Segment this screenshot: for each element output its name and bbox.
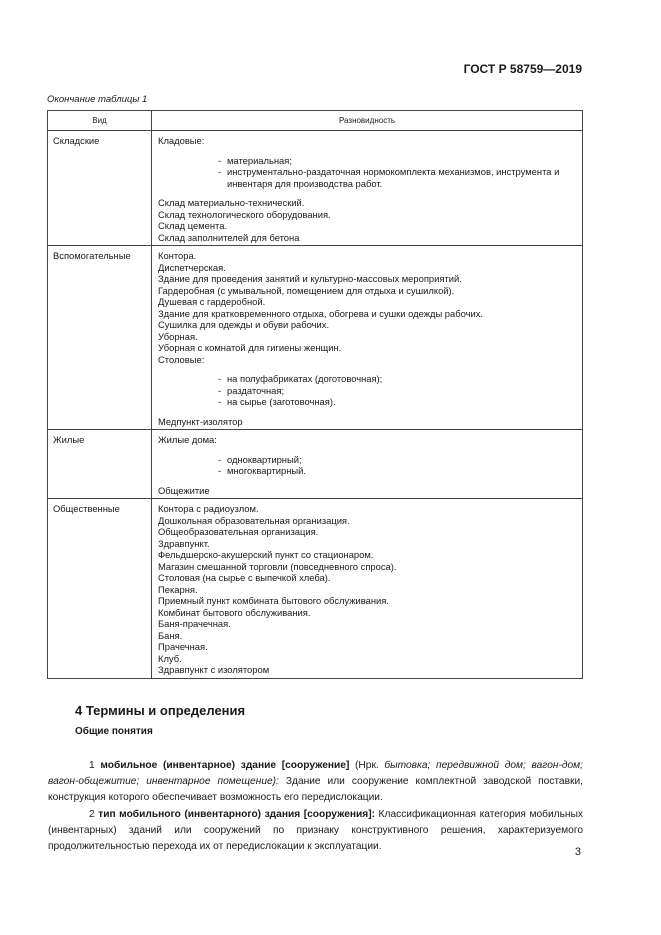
variety-line: Магазин смешанной торговли (повседневного спроса). xyxy=(158,560,397,572)
variety-line: Склад технологического оборудования. xyxy=(158,208,331,220)
variety-sublist xyxy=(218,373,577,408)
variety-line: Контора с радиоузлом. xyxy=(158,503,259,514)
variety-line: Баня. xyxy=(158,629,183,641)
variety-line: Фельдшерско-акушерский пункт со стационаром. xyxy=(158,549,374,560)
term-name: тип мобильного (инвентарного) здания [сооружения]: xyxy=(98,809,376,821)
table-row xyxy=(48,499,583,679)
variety-subitem: - инструментально-раздаточная нормокомплекта механизмов, инструмента и инвентаря для производства работ. xyxy=(218,166,577,189)
variety-subitem: - раздаточная; xyxy=(218,385,577,397)
variety-line: Баня-прачечная. xyxy=(158,618,231,629)
row-kind: Общественные xyxy=(48,499,152,679)
classification-table xyxy=(47,110,583,679)
variety-line: Общежитие xyxy=(158,484,210,496)
variety-line: Уборная с комнатой для гигиены женщин. xyxy=(158,342,342,353)
variety-subitem: - одноквартирный; xyxy=(218,454,577,466)
table-row xyxy=(48,131,583,246)
variety-line: Уборная. xyxy=(158,330,198,342)
term-name: мобильное (инвентарное) здание [сооружение] xyxy=(100,760,350,772)
variety-line: Гардеробная (с умывальной, помещением для отдыха и сушилкой). xyxy=(158,284,455,296)
term-paragraph-1 xyxy=(48,758,583,806)
column-header-kind: Вид xyxy=(48,111,152,131)
variety-line: Диспетчерская. xyxy=(158,261,226,273)
subsection-title: Общие понятия xyxy=(75,726,153,737)
table-row xyxy=(48,246,583,430)
variety-sublist xyxy=(218,155,577,190)
variety-line: Сушилка для одежды и обуви рабочих. xyxy=(158,319,330,330)
variety-line: Комбинат бытового обслуживания. xyxy=(158,606,311,618)
row-varieties xyxy=(152,246,583,430)
variety-line: Дошкольная образовательная организация. xyxy=(158,514,350,526)
variety-line: Общеобразовательная организация. xyxy=(158,526,319,537)
row-kind: Складские xyxy=(48,131,152,246)
variety-line: Жилые дома: xyxy=(158,434,217,445)
variety-line: Здравпункт с изолятором xyxy=(158,664,270,675)
row-kind: Вспомогательные xyxy=(48,246,152,430)
row-varieties xyxy=(152,499,583,679)
variety-subitem: - на полуфабрикатах (доготовочная); xyxy=(218,373,577,385)
variety-line: Медпункт-изолятор xyxy=(158,415,243,427)
variety-line: Здание для проведения занятий и культурно-массовых мероприятий. xyxy=(158,273,462,284)
variety-line: Клуб. xyxy=(158,652,182,664)
table-row xyxy=(48,430,583,499)
variety-line: Прачечная. xyxy=(158,641,208,652)
term-number: 1 xyxy=(89,760,95,772)
variety-line: Склад материально-технический. xyxy=(158,197,305,208)
row-kind: Жилые xyxy=(48,430,152,499)
variety-line: Столовые: xyxy=(158,353,205,365)
table-caption: Окончание таблицы 1 xyxy=(47,94,148,105)
term-synonyms: бытовка; передвижной дом; вагон-дом; вагон-общежитие; инвентарное помещение): xyxy=(48,760,583,788)
variety-line: Здание для кратковременного отдыха, обогрева и сушки одежды рабочих. xyxy=(158,307,484,319)
variety-line: Здравпункт. xyxy=(158,537,210,549)
variety-line: Склад заполнителей для бетона xyxy=(158,231,300,243)
row-varieties xyxy=(152,430,583,499)
standard-number: ГОСТ Р 58759—2019 xyxy=(463,62,582,76)
variety-sublist xyxy=(218,454,577,477)
page-number: 3 xyxy=(574,846,581,858)
variety-line: Душевая с гардеробной. xyxy=(158,296,266,307)
variety-subitem: - материальная; xyxy=(218,155,577,167)
column-header-variety: Разновидность xyxy=(152,111,583,131)
term-number: 2 xyxy=(89,809,95,821)
table-header-row xyxy=(48,111,583,131)
term-definition: Здание или сооружение комплектной заводской поставки, конструкция которого обеспечивает возможность его передислокации. xyxy=(48,776,583,804)
variety-line: Склад цемента. xyxy=(158,220,228,231)
section-title: 4 Термины и определения xyxy=(75,703,246,718)
variety-line: Контора. xyxy=(158,250,197,261)
term-paragraph-2 xyxy=(48,807,583,855)
variety-line: Столовая (на сырье с выпечкой хлеба). xyxy=(158,572,331,583)
variety-line: Кладовые: xyxy=(158,135,205,146)
term-definition: Классификационная категория мобильных (инвентарных) зданий или сооружений по признаку конструктивного решения, характеризуемого продолжительностью перехода их от передислокации к эксплуатации. xyxy=(48,809,583,853)
variety-line: Приемный пункт комбината бытового обслуживания. xyxy=(158,595,389,606)
variety-line: Пекарня. xyxy=(158,583,198,595)
variety-subitem: - на сырье (заготовочная). xyxy=(218,396,577,408)
term-paren: (Нрк. xyxy=(349,760,385,772)
variety-subitem: - многоквартирный. xyxy=(218,465,577,477)
row-varieties xyxy=(152,131,583,246)
